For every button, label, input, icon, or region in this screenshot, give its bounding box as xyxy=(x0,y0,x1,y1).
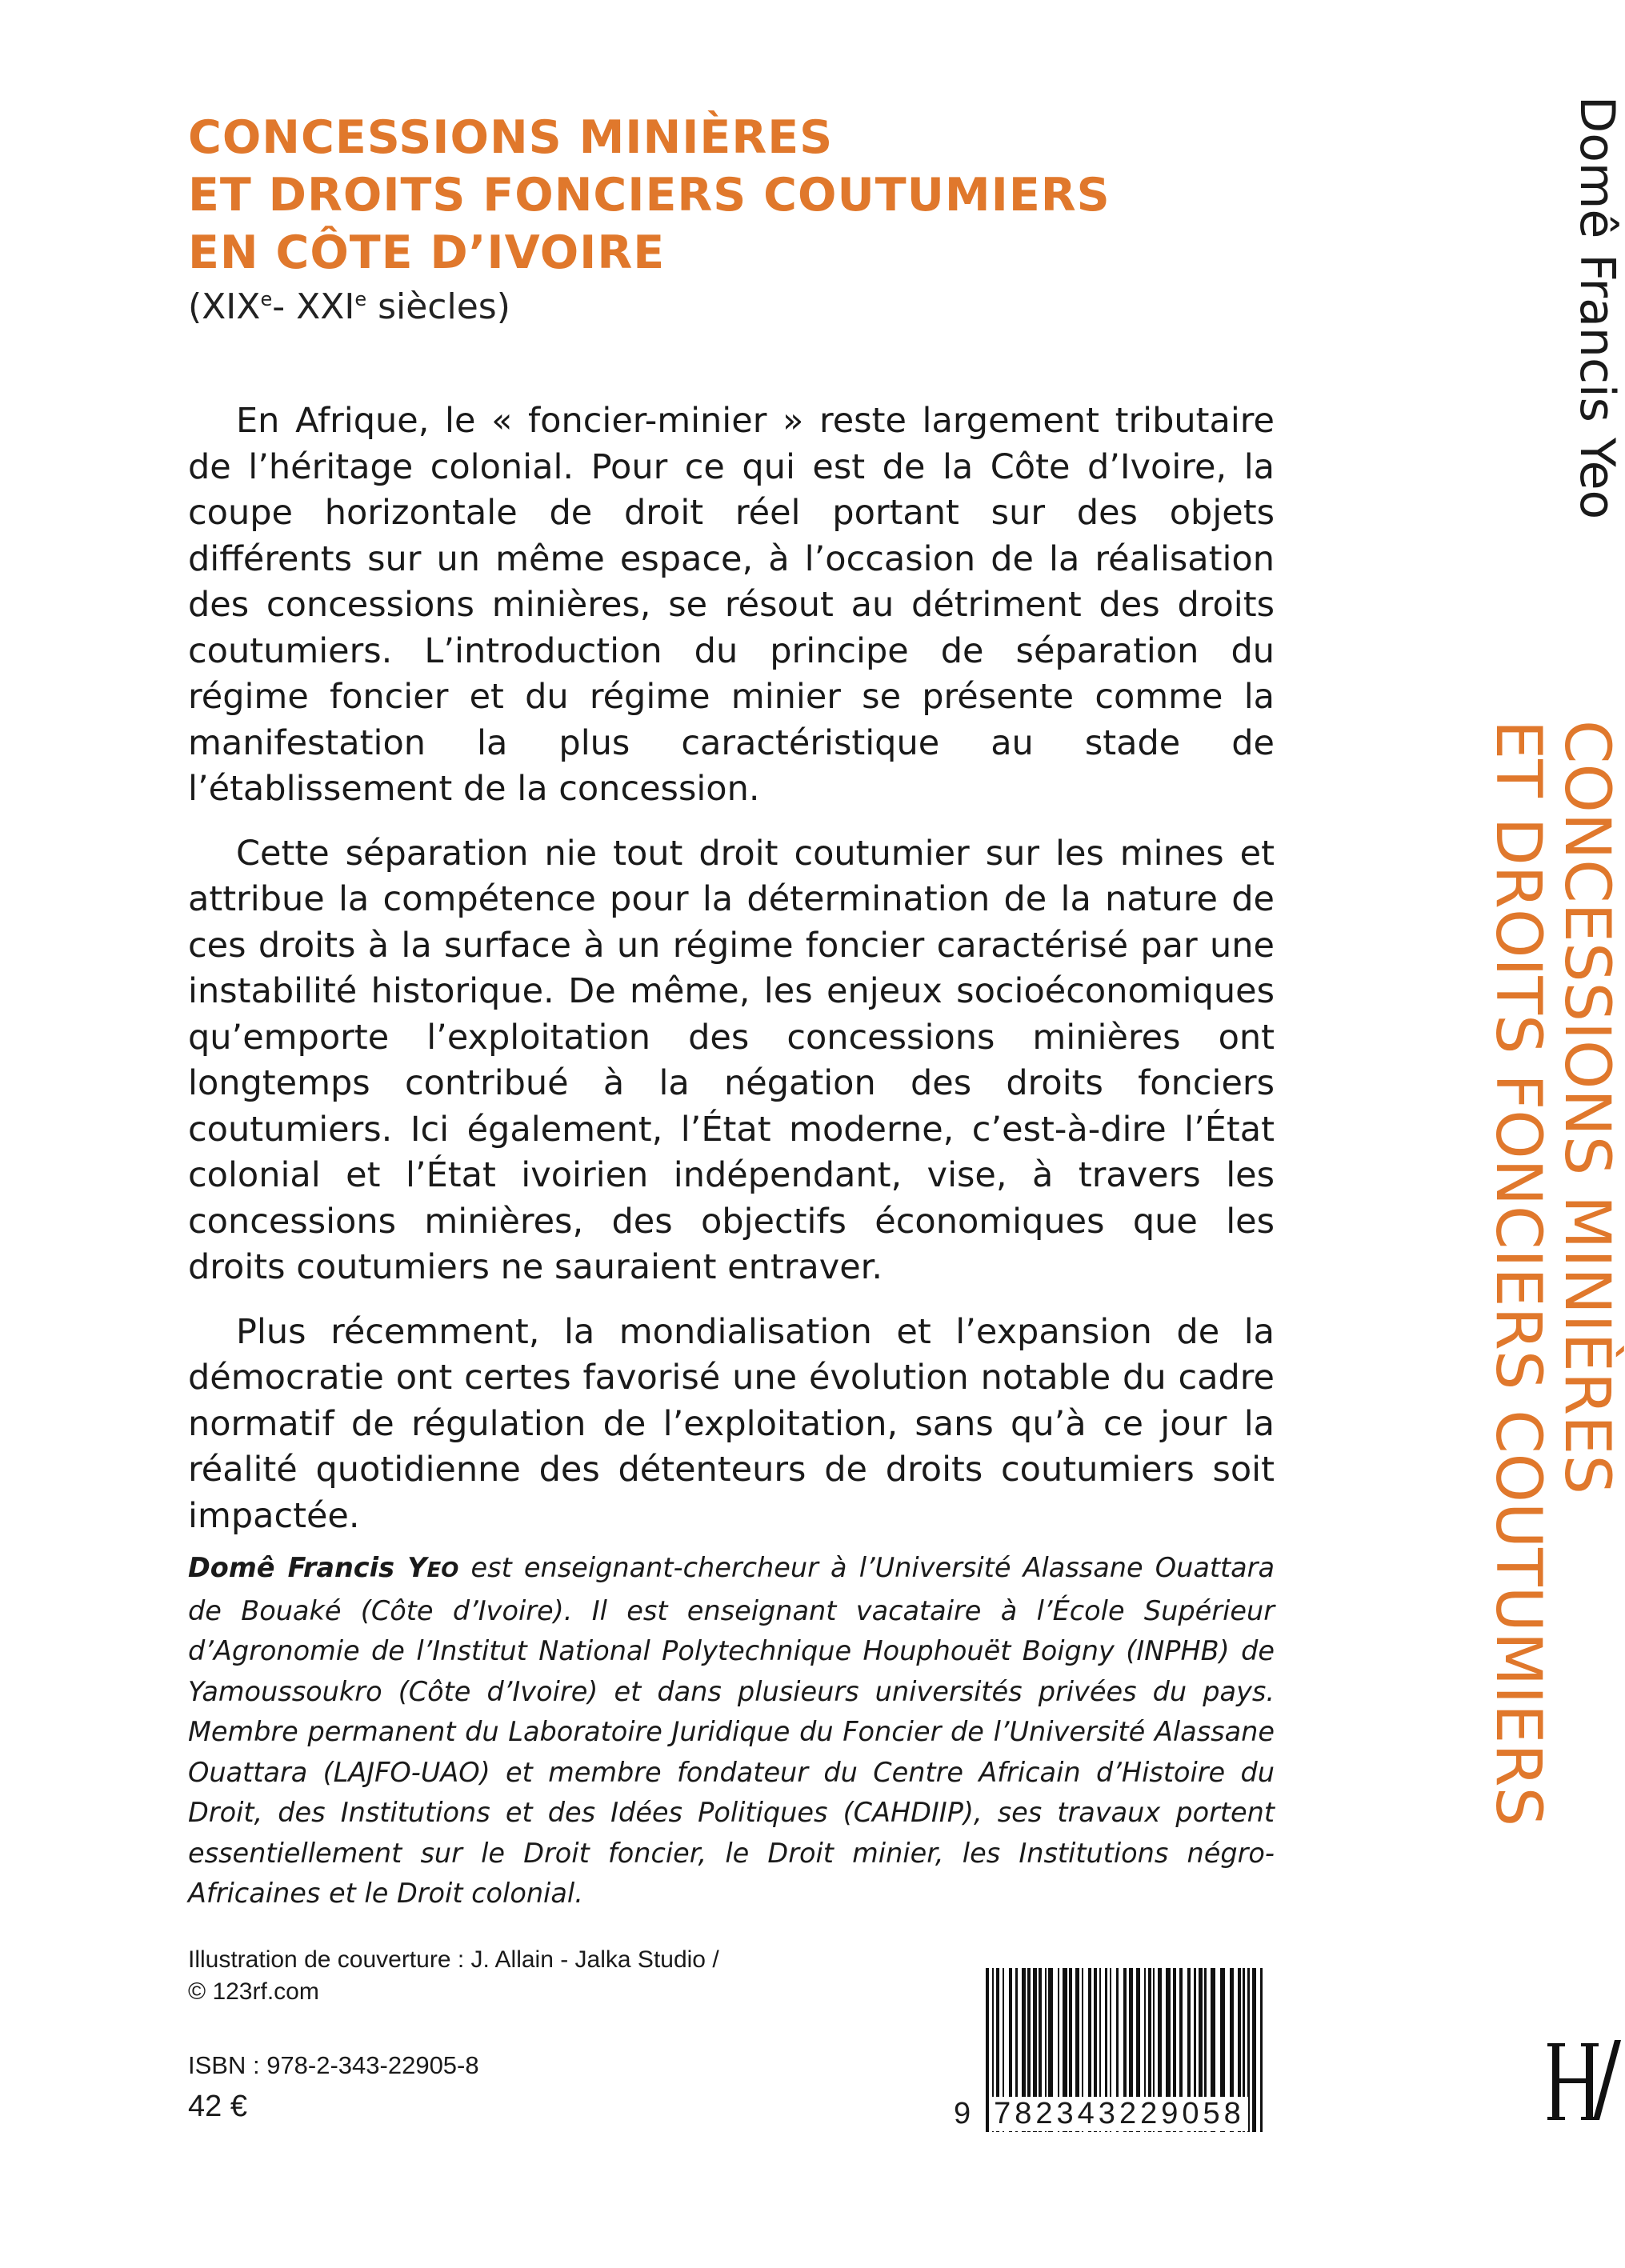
author-name: Domê Francis YEO xyxy=(188,1552,459,1583)
subtitle-sup-1: e xyxy=(260,288,273,310)
summary-paragraph-1: En Afrique, le « foncier-minier » reste largement tributaire de l’héritage colonial. Pour ce qui est de la Côte d’Ivoire, la coupe horizontale de droit réel portant sur des objets différents sur un même espace, à l’occasion de la réalisation des concessions minières, se résout au détriment des droits coutumiers. L’introduction du principe de séparation du régime foncier et du régime minier se présente comme la manifestation la plus caractéristique au stade de l’établissement de la concession. xyxy=(188,401,1275,809)
book-subtitle xyxy=(188,286,510,327)
publisher-logo-icon xyxy=(1546,2032,1621,2128)
subtitle-open: (XIX xyxy=(188,286,261,327)
author-bio-text: est enseignant-chercheur à l’Université Alassane Ouattara de Bouaké (Côte d’Ivoire). Il est enseignant vacataire à l’École Supérieur d’Agronomie de l’Institut National Polytechnique Houphouët Boigny (INPHB) de Yamoussoukro (Côte d’Ivoire) et dans plusieurs universités privées du pays. Membre permanent du Laboratoire Juridique du Foncier de l’Université Alassane Ouattara (LAJFO-UAO) et membre fondateur du Centre Africain d’Histoire du Droit, des Institutions et des Idées Politiques (CAHDIIP), ses travaux portent essentiellement sur le Droit foncier, le Droit minier, les Institutions négro-Africaines et le Droit colonial. xyxy=(188,1552,1275,1909)
title-line-1: CONCESSIONS MINIÈRES xyxy=(188,111,834,164)
subtitle-sup-2: e xyxy=(354,288,367,310)
title-line-2: ET DROITS FONCIERS COUTUMIERS xyxy=(188,169,1111,222)
credit-line-2: © 123rf.com xyxy=(188,1978,319,2005)
book-title xyxy=(188,109,1388,282)
credit-line-1: Illustration de couverture : J. Allain - Jalka Studio / xyxy=(188,1946,719,1973)
cover-credit xyxy=(188,1944,828,2008)
summary-text xyxy=(188,398,1275,1558)
price: 42 € xyxy=(188,2090,247,2123)
author-bio xyxy=(188,1548,1275,1914)
isbn: ISBN : 978-2-343-22905-8 xyxy=(188,2051,479,2079)
spine-author: Domê Francis Yeo xyxy=(1569,96,1625,520)
barcode-number: 782343229058 xyxy=(991,2097,1248,2131)
summary-paragraph-2: Cette séparation nie tout droit coutumier sur les mines et attribue la compétence pour la détermination de la nature de ces droits à la surface à un régime foncier caractérisé par une instabilité historique. De même, les enjeux socioéconomiques qu’emporte l’exploitation des concessions minières ont longtemps contribué à la négation des droits fonciers coutumiers. Ici également, l’État moderne, c’est-à-dire l’État colonial et l’État ivoirien indépendant, vise, à travers les concessions minières, des objectifs économiques que les droits coutumiers ne sauraient entraver. xyxy=(188,833,1275,1287)
title-line-3: EN CÔTE D’IVOIRE xyxy=(188,226,666,279)
summary-paragraph-3: Plus récemment, la mondialisation et l’expansion de la démocratie ont certes favorisé une évolution notable du cadre normatif de régulation de l’exploitation, sans qu’à ce jour la réalité quotidienne des détenteurs de droits coutumiers soit impactée. xyxy=(188,1311,1275,1536)
subtitle-mid: - XXI xyxy=(272,286,355,327)
barcode-lead-digit: 9 xyxy=(954,2097,975,2130)
spine-title-line-1: CONCESSIONS MINIÈRES xyxy=(1551,720,1623,1494)
spine-title-line-2: ET DROITS FONCIERS COUTUMIERS xyxy=(1482,720,1554,1827)
spine-title xyxy=(1483,720,1621,1826)
barcode-digits xyxy=(954,2094,1274,2131)
barcode-icon xyxy=(954,1968,1274,2160)
subtitle-close: siècles) xyxy=(366,286,510,327)
